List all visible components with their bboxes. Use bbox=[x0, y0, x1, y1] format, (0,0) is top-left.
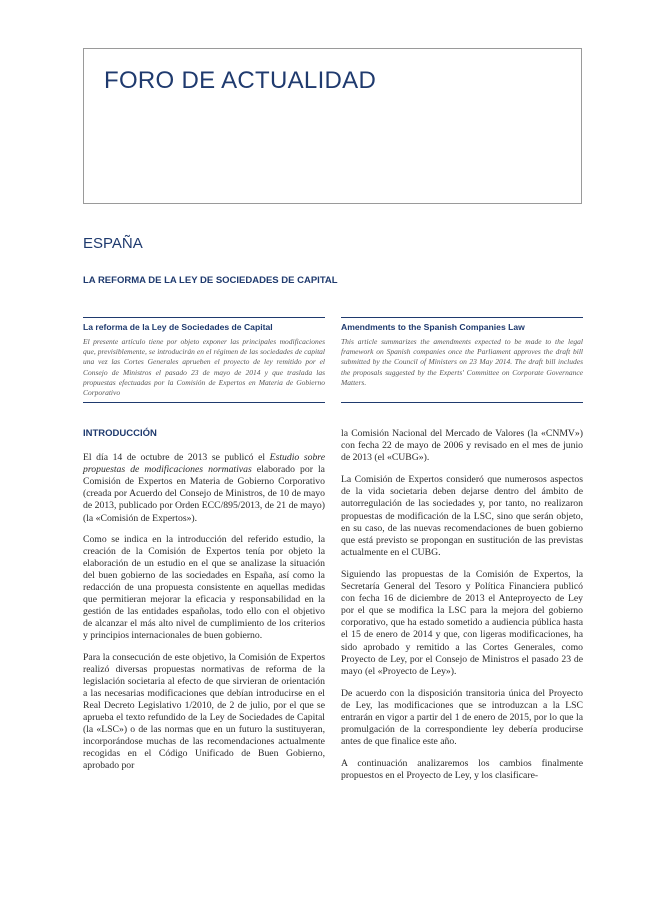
paragraph-1-end: elaborado por la Comisión de Expertos en Materia de Gobierno Corporativo (creada por Acuerdo del Consejo de Ministros, de 10 de mayo de 2013, publicado por Orden ECC/895/2013, de 21 de mayo) (la «Comisión de Expertos»). bbox=[83, 464, 325, 524]
body-column-right bbox=[341, 428, 583, 792]
abstract-english-title: Amendments to the Spanish Companies Law bbox=[341, 322, 525, 332]
abstract-english bbox=[341, 317, 583, 403]
article-title: LA REFORMA DE LA LEY DE SOCIEDADES DE CAPITAL bbox=[83, 275, 338, 286]
header-box bbox=[83, 48, 582, 204]
abstract-spanish bbox=[83, 317, 325, 403]
paragraph-8: A continuación analizaremos los cambios finalmente propuestos en el Proyecto de Ley, y los clasificare- bbox=[341, 758, 583, 782]
abstract-spanish-title: La reforma de la Ley de Sociedades de Capital bbox=[83, 322, 273, 332]
abstract-spanish-body: El presente artículo tiene por objeto exponer las principales modificaciones que, previsiblemente, se introducirán en el régimen de las sociedades de capital una vez las Cortes Generales aprueben el proyecto de ley remitido por el Consejo de Ministros el pasado 23 de mayo de 2014 y que traslada las propuestas efectuadas por la Comisión de Expertos en Materia de Gobierno Corporativo bbox=[83, 337, 325, 398]
header-title: FORO DE ACTUALIDAD bbox=[104, 67, 377, 94]
study-title-italic: Estudio sobre propuestas de modificaciones normativas bbox=[83, 452, 325, 476]
section-name: ESPAÑA bbox=[83, 235, 143, 252]
paragraph-1-start: El día 14 de octubre de 2013 se publicó el bbox=[83, 452, 270, 464]
paragraph-2: Como se indica en la introducción del referido estudio, la creación de la Comisión de Expertos tenía por objeto la elaboración de un estudio en el que se analizase la situación del buen gobierno de las sociedades en España, así como la redacción de una propuesta consistente en aquellas medidas que permitieran mejorar la eficacia y responsabilidad en la gestión de las entidades españolas, todo ello con el objetivo de alcanzar el más alto nivel de cumplimiento de los criterios y principios internacionales de buen gobierno. bbox=[83, 533, 325, 642]
body-column-left bbox=[83, 428, 325, 781]
paragraph-4: la Comisión Nacional del Mercado de Valores (la «CNMV») con fecha 22 de mayo de 2006 y revisado en el mes de junio de 2013 (el «CUBG»). bbox=[341, 428, 583, 464]
paragraph-3: Para la consecución de este objetivo, la Comisión de Expertos realizó diversas propuestas normativas de reforma de la legislación societaria al efecto de que sirvieran de orientación a las necesarias modificaciones que debían introducirse en el Real Decreto Legislativo 1/2010, de 2 de julio, por el que se aprueba el texto refundido de la Ley de Sociedades de Capital (la «LSC») o de las normas que en un futuro la sustituyeran, incorporándose muchas de las recomendaciones actualmente recogidas en el Código Unificado de Buen Gobierno, aprobado por bbox=[83, 651, 325, 772]
paragraph-6: Siguiendo las propuestas de la Comisión de Expertos, la Secretaría General del Tesoro y Política Financiera publicó con fecha 16 de diciembre de 2013 el Anteproyecto de Ley por el que se modifica la LSC para la mejora del gobierno corporativo, que ha estado sometido a audiencia pública hasta el 15 de enero de 2014 y que, con ligeras modificaciones, ha sido aprobado y remitido a las Cortes Generales, como Proyecto de Ley, por el Consejo de Ministros el pasado 23 de mayo (el «Proyecto de Ley»). bbox=[341, 568, 583, 677]
introduction-heading: INTRODUCCIÓN bbox=[83, 428, 157, 439]
paragraph-7: De acuerdo con la disposición transitoria única del Proyecto de Ley, las modificaciones que se introduzcan a la LSC entrarán en vigor a partir del 1 de enero de 2015, por lo que la promulgación de la correspondiente ley debería producirse antes de que finalice este año. bbox=[341, 687, 583, 748]
paragraph-5: La Comisión de Expertos consideró que numerosos aspectos de la vida societaria deben dejarse dentro del ámbito de autorregulación de las sociedades y, por tanto, no realizaron propuestas de modificación de la LSC, sino que serán objeto, en su caso, de las nuevas recomendaciones de buen gobierno que está previsto se propongan en sustitución de las previstas actualmente en el CUBG. bbox=[341, 474, 583, 558]
paragraph-1 bbox=[83, 452, 325, 525]
abstract-english-body: This article summarizes the amendments expected to be made to the legal framework on Spanish companies once the Parliament approves the draft bill submitted by the Council of Ministers on 23 May 2014. The draft bill includes the proposals suggested by the Experts' Committee on Corporate Governance Matters. bbox=[341, 337, 583, 387]
